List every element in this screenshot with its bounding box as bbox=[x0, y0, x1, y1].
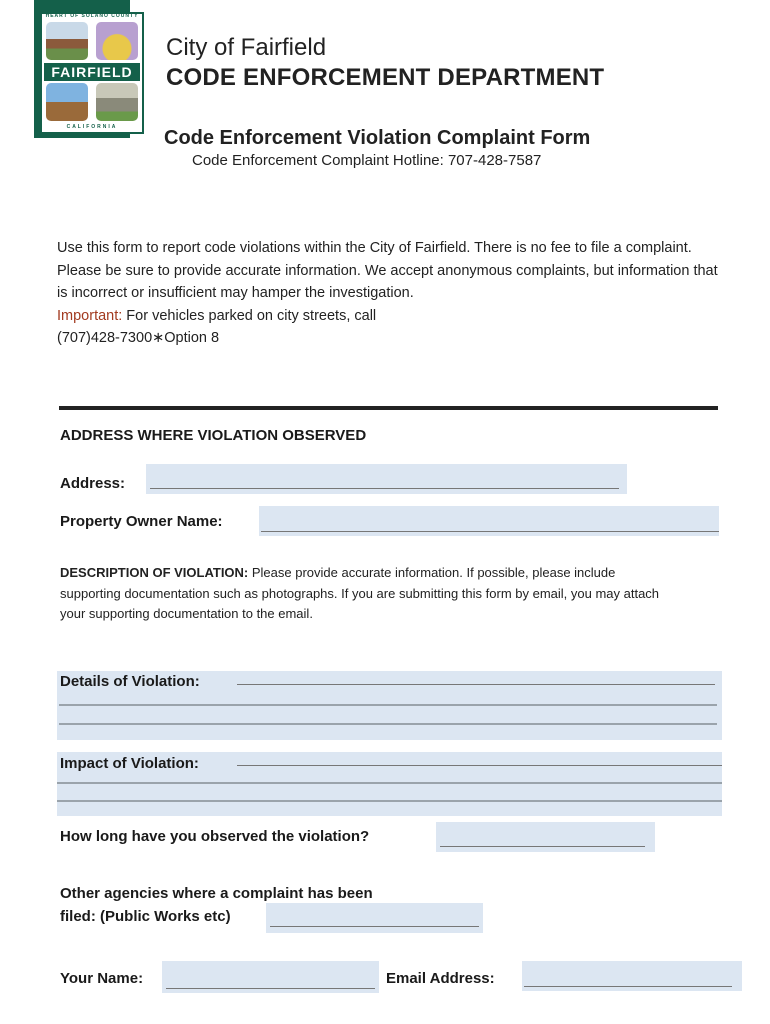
department-title: CODE ENFORCEMENT DEPARTMENT bbox=[166, 64, 605, 91]
important-note bbox=[57, 305, 727, 328]
impact-label: Impact of Violation: bbox=[60, 755, 199, 772]
agencies-label-line-2: filed: (Public Works etc) bbox=[60, 908, 231, 925]
details-line-2 bbox=[59, 704, 717, 706]
agencies-underline bbox=[270, 926, 479, 927]
address-underline bbox=[150, 488, 619, 489]
intro-line-2: Please be sure to provide accurate information. We accept anonymous complaints, but information that is incorrect or insufficient may hamper the investigation. bbox=[57, 262, 718, 301]
agencies-label-line-1: Other agencies where a complaint has been bbox=[60, 885, 373, 902]
section-divider bbox=[59, 406, 718, 410]
details-underline-1 bbox=[237, 684, 715, 685]
agencies-field[interactable] bbox=[266, 903, 483, 933]
email-underline bbox=[524, 986, 732, 987]
description-body: Please provide accurate information. If possible, please include supporting documentation such as photographs. If you are submitting this form by email, you may attach your supporting documentation to the email. bbox=[60, 565, 660, 621]
intro-paragraph bbox=[57, 237, 727, 350]
duration-underline bbox=[440, 846, 645, 847]
name-field[interactable] bbox=[162, 961, 379, 993]
logo-quadrant-building bbox=[96, 83, 138, 121]
impact-underline-1 bbox=[237, 765, 722, 766]
logo-arc-top-text: HEART OF SOLANO COUNTY bbox=[45, 13, 139, 19]
name-underline bbox=[166, 988, 375, 989]
logo-quadrant-plane bbox=[46, 83, 88, 121]
address-label: Address: bbox=[60, 475, 126, 492]
intro-line-1: Use this form to report code violations within the City of Fairfield. There is no fee to file a complaint. bbox=[57, 240, 692, 256]
city-title: City of Fairfield bbox=[166, 34, 327, 61]
address-field[interactable] bbox=[146, 464, 627, 494]
owner-label: Property Owner Name: bbox=[60, 513, 223, 530]
name-label: Your Name: bbox=[60, 970, 144, 987]
hotline-text: Code Enforcement Complaint Hotline: 707-428-7587 bbox=[192, 152, 542, 169]
important-text: For vehicles parked on city streets, call bbox=[122, 307, 377, 324]
logo-arc-bottom-text: CALIFORNIA bbox=[66, 124, 118, 130]
details-label: Details of Violation: bbox=[60, 673, 200, 690]
duration-label: How long have you observed the violation? bbox=[60, 828, 370, 845]
owner-field[interactable] bbox=[259, 506, 719, 536]
form-title: Code Enforcement Violation Complaint Form bbox=[164, 127, 591, 149]
logo-quadrant-hills bbox=[46, 22, 88, 60]
email-label: Email Address: bbox=[386, 970, 495, 987]
email-field[interactable] bbox=[522, 961, 742, 991]
description-text bbox=[60, 563, 660, 625]
vehicle-phone: (707)428-7300∗Option 8 bbox=[57, 330, 220, 346]
impact-line-2 bbox=[57, 782, 722, 784]
impact-line-3 bbox=[57, 800, 722, 802]
details-line-3 bbox=[59, 723, 717, 725]
section-heading: ADDRESS WHERE VIOLATION OBSERVED bbox=[60, 427, 367, 444]
owner-underline bbox=[261, 531, 719, 532]
description-label: DESCRIPTION OF VIOLATION: bbox=[60, 565, 249, 580]
duration-field[interactable] bbox=[436, 822, 655, 852]
logo-band: FAIRFIELD bbox=[44, 63, 140, 81]
important-label: Important: bbox=[57, 307, 123, 324]
logo-quadrant-sunrise bbox=[96, 22, 138, 60]
